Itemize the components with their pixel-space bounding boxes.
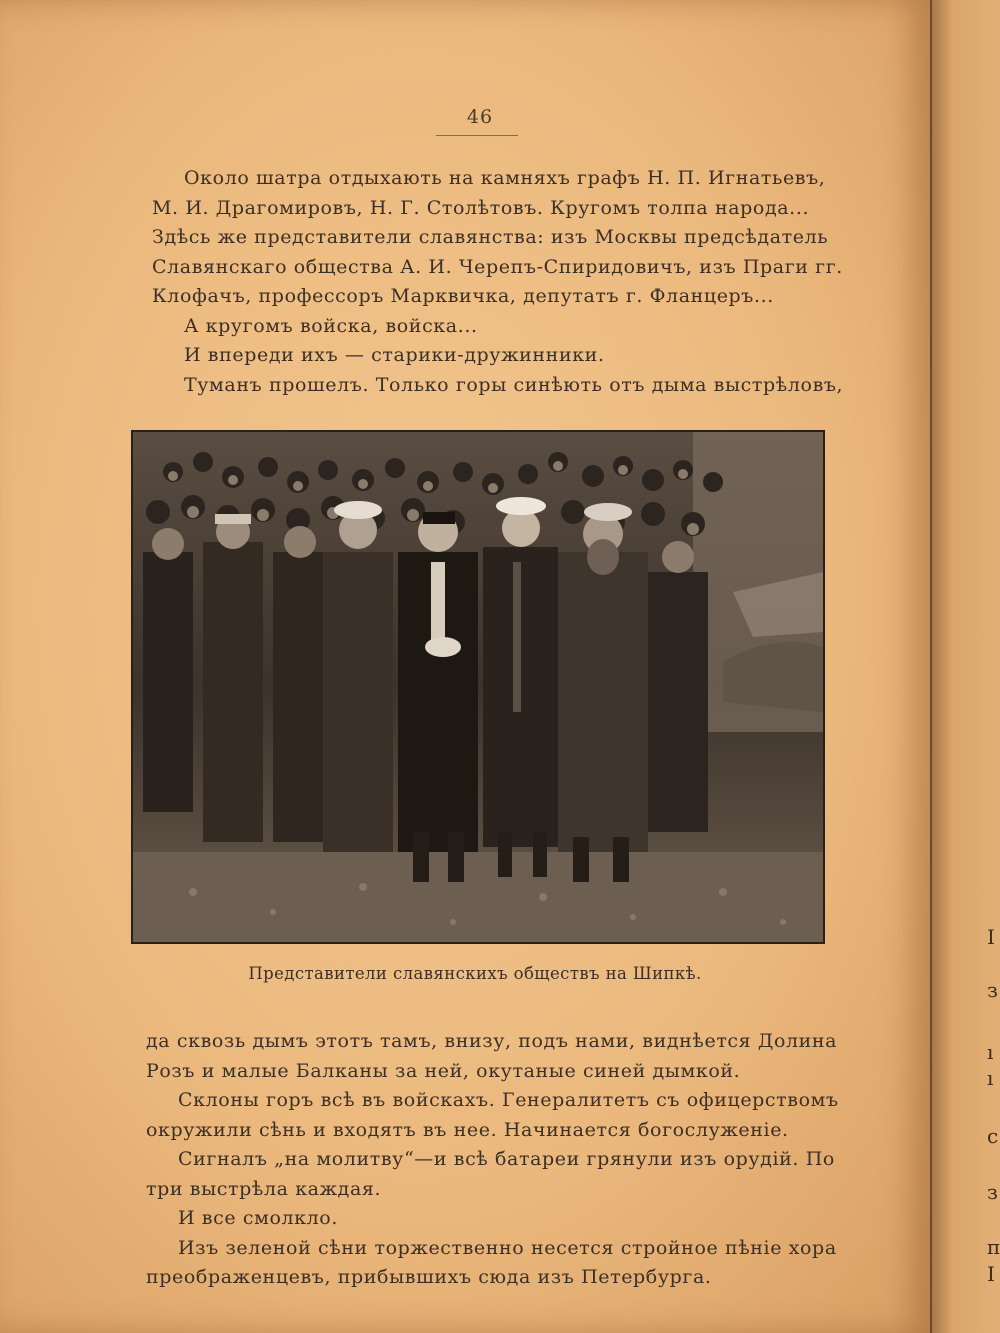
page-number-rule xyxy=(436,135,518,136)
text-line: И все смолкло. xyxy=(178,1207,338,1229)
adjacent-page-edge xyxy=(932,0,1000,1333)
text-line: Розъ и малые Балканы за ней, окутаные синей дымкой. xyxy=(146,1059,741,1082)
adjacent-page-fragment: з xyxy=(987,1180,998,1204)
text-line: да сквозь дымъ этотъ тамъ, внизу, подъ нами, виднѣется Долина xyxy=(146,1030,838,1052)
bottom-text-block xyxy=(146,1027,839,1293)
adjacent-page-fragment: з xyxy=(987,978,998,1002)
photo-caption: Представители славянскихъ обществъ на Шипкѣ. xyxy=(248,964,702,983)
adjacent-page-fragment: Ι xyxy=(987,1262,995,1286)
text-line: М. И. Драгомировъ, Н. Г. Столѣтовъ. Кругомъ толпа народа... xyxy=(152,196,810,219)
text-line: Сигналъ „на молитву“—и всѣ батареи грянули изъ орудій. По xyxy=(178,1148,835,1170)
adjacent-page-fragment: ı xyxy=(987,1040,994,1064)
text-line: Изъ зеленой сѣни торжественно несется стройное пѣніе хора xyxy=(178,1236,837,1259)
adjacent-page-fragment: п xyxy=(987,1235,1000,1259)
text-line: Около шатра отдыхають на камняхъ графъ Н. П. Игнатьевъ, xyxy=(184,167,826,189)
group-photo-image xyxy=(133,432,823,942)
text-line: три выстрѣла каждая. xyxy=(146,1177,382,1200)
adjacent-page-fragment: I xyxy=(987,925,995,949)
group-photo xyxy=(131,430,825,944)
text-line: преображенцевъ, прибывшихъ сюда изъ Петербурга. xyxy=(146,1266,712,1288)
text-line: Здѣсь же представители славянства: изъ Москвы предсѣдатель xyxy=(152,226,829,248)
text-line: Клофачъ, профессоръ Марквичка, депутатъ г. Фланцеръ... xyxy=(152,285,774,307)
page-number: 46 xyxy=(466,106,494,128)
adjacent-page-fragment: с xyxy=(987,1124,999,1148)
top-text-block xyxy=(152,164,844,400)
text-line: И впереди ихъ — старики-дружинники. xyxy=(184,344,605,366)
text-line: Туманъ прошелъ. Только горы синѣють отъ дыма выстрѣловъ, xyxy=(184,373,844,396)
adjacent-page-fragment: ı xyxy=(987,1066,994,1090)
text-line: Славянскаго общества А. И. Черепъ-Спиридовичъ, изъ Праги гг. xyxy=(152,255,843,278)
text-line: Склоны горъ всѣ въ войскахъ. Генералитетъ съ офицерствомъ xyxy=(178,1089,839,1111)
text-line: А кругомъ войска, войска... xyxy=(184,314,478,337)
text-line: окружили сѣнь и входятъ въ нее. Начинается богослуженіе. xyxy=(146,1118,789,1141)
